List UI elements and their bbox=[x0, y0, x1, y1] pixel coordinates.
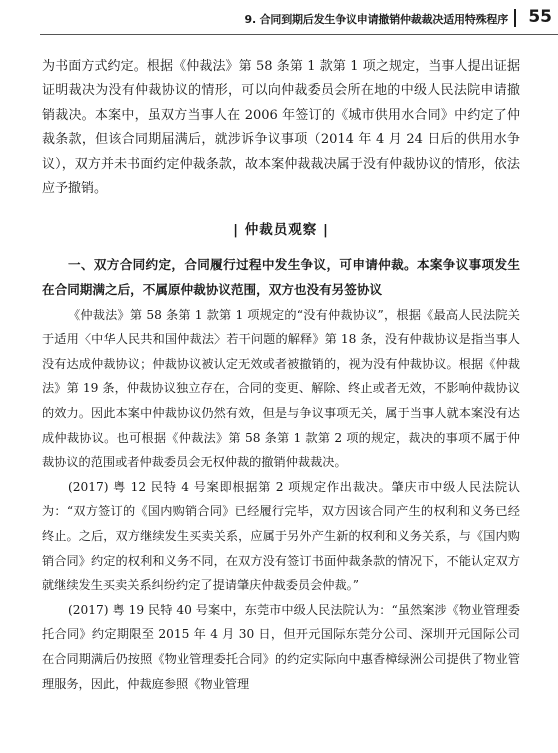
header-divider bbox=[514, 9, 516, 27]
section-title: | 仲裁员观察 | bbox=[233, 222, 329, 239]
header-rule bbox=[40, 34, 558, 35]
page-number: 55 bbox=[528, 7, 552, 27]
intro-paragraph: 为书面方式约定。根据《仲裁法》第 58 条第 1 款第 1 项之规定，当事人提出证据证明裁决为没有仲裁协议的情形，可以向仲裁委员会所在地的中级人民法院申请撤销裁决。本案中，虽双方当事人在 2006 年签订的《城市供用水合同》中约定了仲裁条款，但该合同期届满后，就涉诉争议事项（2014 年 4 月 24 日后的供用水争议），双方并未书面约定仲裁条款，故本案仲裁裁决属于没有仲裁协议的情形，依法应予撤销。 bbox=[42, 59, 520, 197]
body-paragraph: (2017) 粤 19 民特 40 号案中，东莞市中级人民法院认为：“虽然案涉《物业管理委托合同》约定期限至 2015 年 4 月 30 日，但开元国际东莞分公司、深圳开元国际公司在合同期满后仍按照《物业管理委托合同》的约定实际向中惠香樟绿洲公司提供了物业管理服务，因此，仲裁庭参照《物业管理 bbox=[42, 602, 520, 691]
chapter-title: 9. 合同到期后发生争议申请撤销仲裁裁决适用特殊程序 bbox=[244, 13, 508, 26]
running-header bbox=[0, 0, 558, 42]
page-body bbox=[42, 55, 520, 696]
subsection-heading: 一、双方合同约定，合同履行过程中发生争议，可申请仲裁。本案争议事项发生在合同期满之后，不属原仲裁协议范围，双方也没有另签协议 bbox=[42, 257, 520, 298]
body-paragraph: 《仲裁法》第 58 条第 1 款第 1 项规定的“没有仲裁协议”，根据《最高人民法院关于适用〈中华人民共和国仲裁法〉若干问题的解释》第 18 条，没有仲裁协议是指当事人没有达成仲裁协议；仲裁协议被认定无效或者被撤销的，视为没有仲裁协议。根据《仲裁法》第 19 条，仲裁协议独立存在，合同的变更、解除、终止或者无效，不影响仲裁协议的效力。因此本案中仲裁协议仍然有效，但是与争议事项无关，属于当事人就本案没有达成仲裁协议。也可根据《仲裁法》第 58 条第 1 款第 2 项的规定，裁决的事项不属于仲裁协议的范围或者仲裁委员会无权仲裁的撤销仲裁裁决。 bbox=[42, 307, 520, 470]
body-paragraph: (2017) 粤 12 民特 4 号案即根据第 2 项规定作出裁决。肇庆市中级人民法院认为：“双方签订的《国内购销合同》已经履行完毕，双方因该合同产生的权利和义务已经终止。之后，双方继续发生买卖关系，应属于另外产生新的权利和义务关系，与《国内购销合同》约定的权利和义务不同，在双方没有签订书面仲裁条款的情况下，不能认定双方就继续发生买卖关系纠纷约定了提请肇庆仲裁委员会仲裁。” bbox=[42, 479, 520, 593]
